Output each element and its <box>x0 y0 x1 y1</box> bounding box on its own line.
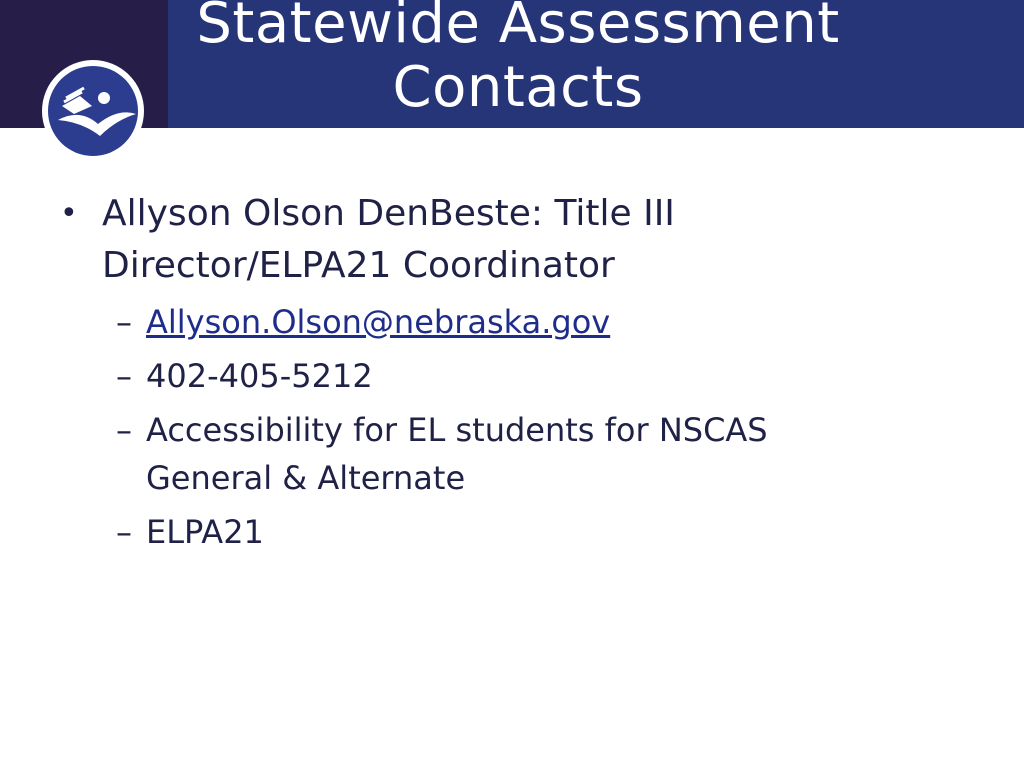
title-line-1: Statewide Assessment <box>196 0 840 56</box>
elpa-label: ELPA21 <box>146 513 264 551</box>
bullet-dot-icon: • <box>60 196 78 231</box>
accessibility-line-1: Accessibility for EL students for NSCAS <box>146 411 768 449</box>
dash-icon: – <box>116 513 132 551</box>
contact-role-line: Director/ELPA21 Coordinator <box>102 245 615 286</box>
sub-item-accessibility <box>60 406 960 502</box>
accessibility-line-2: General & Alternate <box>146 459 466 497</box>
title-line-2: Contacts <box>392 55 644 120</box>
dash-icon: – <box>116 357 132 395</box>
sub-item-elpa <box>60 508 960 556</box>
education-logo-icon <box>40 58 146 164</box>
contact-name-line: Allyson Olson DenBeste: Title III <box>102 193 675 234</box>
title-bar <box>0 0 1024 128</box>
slide-content <box>60 188 960 556</box>
contact-bullet <box>60 188 960 292</box>
phone-number: 402-405-5212 <box>146 357 373 395</box>
sub-item-phone <box>60 352 960 400</box>
dash-icon: – <box>116 411 132 449</box>
dash-icon: – <box>116 303 132 341</box>
page-title <box>168 0 868 120</box>
sub-item-email <box>60 298 960 346</box>
email-link[interactable]: Allyson.Olson@nebraska.gov <box>146 303 611 341</box>
